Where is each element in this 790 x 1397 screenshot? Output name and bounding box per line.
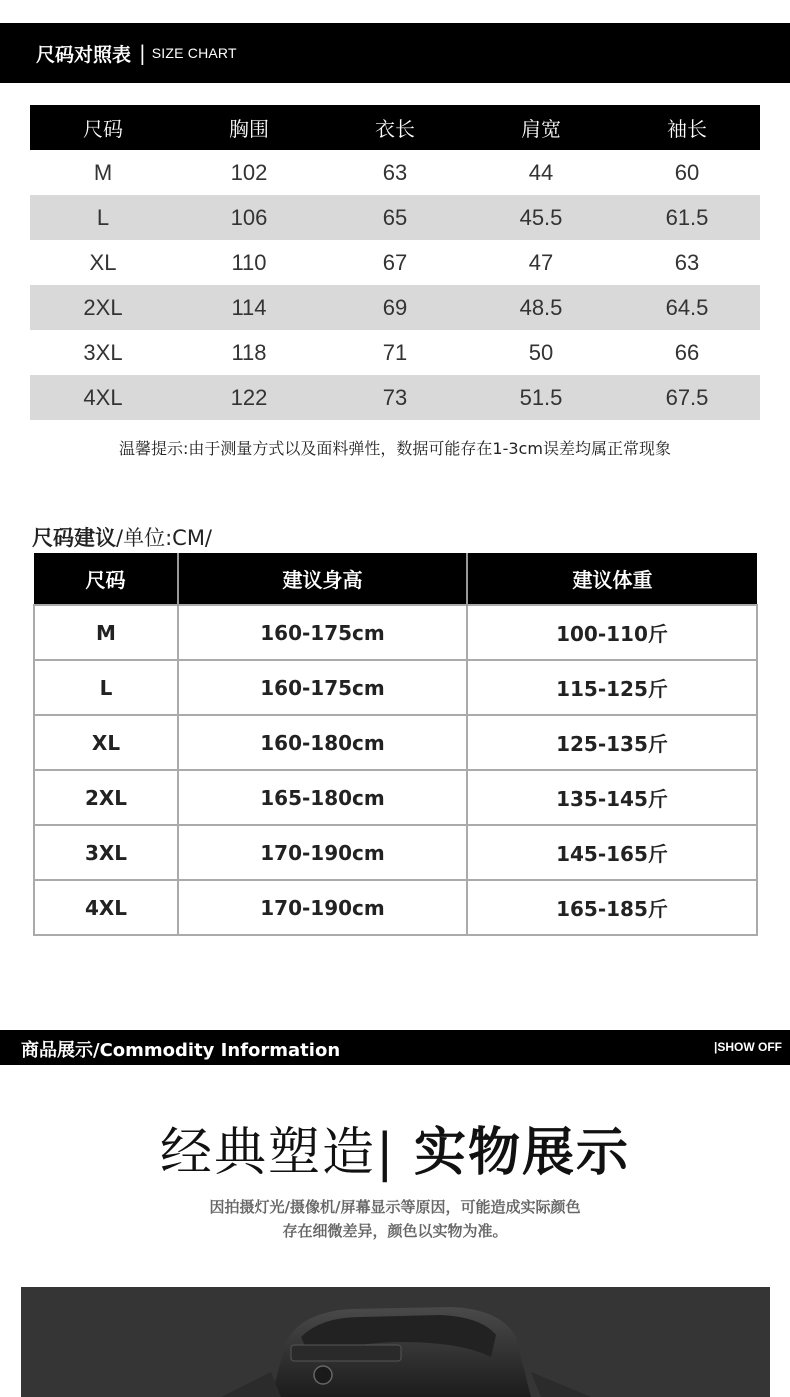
- table-cell: XL: [34, 715, 178, 770]
- table-cell: 51.5: [468, 375, 614, 420]
- table-cell: 44: [528, 159, 554, 185]
- table-cell: 2XL: [34, 770, 178, 825]
- size-suggestion-table: [33, 553, 758, 936]
- column-header: 建议身高: [178, 553, 467, 605]
- size-chart-title-en: SIZE CHART: [151, 45, 237, 61]
- table-cell: 64.5: [614, 285, 760, 330]
- table-cell: 145-165斤: [467, 825, 757, 880]
- size-chart-header: [0, 23, 790, 83]
- table-cell: 110: [231, 249, 267, 275]
- column-header: 胸围: [176, 105, 322, 150]
- table-row: [34, 715, 757, 770]
- column-header: 尺码: [34, 553, 178, 605]
- table-cell: 48.5: [468, 285, 614, 330]
- column-header: 建议体重: [467, 553, 757, 605]
- table-row: [30, 330, 760, 375]
- table-cell: 65: [322, 195, 468, 240]
- commodity-header: [0, 1030, 790, 1065]
- table-cell: 170-190cm: [178, 880, 467, 935]
- color-note-line-1: 因拍摄灯光/摄像机/屏幕显示等原因，可能造成实际颜色: [209, 1198, 581, 1216]
- table-cell: 100-110斤: [467, 605, 757, 660]
- column-header: 袖长: [614, 105, 760, 150]
- table-cell: 4XL: [30, 375, 176, 420]
- table-cell: 60: [674, 159, 700, 185]
- size-suggestion-unit: /单位:CM/: [116, 526, 213, 550]
- table-cell: 63: [382, 159, 408, 185]
- table-cell: 160-180cm: [178, 715, 467, 770]
- table-cell: 135-145斤: [467, 770, 757, 825]
- column-header: 衣长: [322, 105, 468, 150]
- table-row: [34, 605, 757, 660]
- table-cell: 47: [528, 249, 554, 275]
- table-cell: 61.5: [614, 195, 760, 240]
- table-cell: XL: [89, 249, 117, 275]
- table-cell: 122: [176, 375, 322, 420]
- table-cell: 50: [528, 339, 554, 365]
- table-cell: M: [93, 159, 113, 185]
- display-title-right: 实物展示: [414, 1123, 631, 1183]
- table-row: [34, 880, 757, 935]
- product-photo: [21, 1287, 770, 1397]
- table-cell: L: [34, 660, 178, 715]
- table-cell: 165-185斤: [467, 880, 757, 935]
- table-cell: 69: [322, 285, 468, 330]
- table-row: [30, 240, 760, 285]
- table-row: [30, 375, 760, 420]
- table-cell: 2XL: [30, 285, 176, 330]
- table-cell: 102: [230, 159, 268, 185]
- color-note-line-2: 存在细微差异，颜色以实物为准。: [282, 1222, 508, 1240]
- table-cell: 170-190cm: [178, 825, 467, 880]
- table-cell: M: [34, 605, 178, 660]
- table-row: [34, 825, 757, 880]
- table-row: [34, 660, 757, 715]
- table-cell: 160-175cm: [178, 660, 467, 715]
- table-cell: 67.5: [614, 375, 760, 420]
- table-cell: 3XL: [83, 339, 123, 365]
- column-header: 尺码: [30, 105, 176, 150]
- table-cell: 106: [176, 195, 322, 240]
- display-title: [0, 1110, 790, 1185]
- size-chart-header-row: [30, 105, 760, 150]
- suggestion-header-row: [34, 553, 757, 605]
- table-cell: 67: [382, 249, 408, 275]
- display-title-left: 经典塑造|: [159, 1123, 396, 1183]
- measurement-tip: 温馨提示:由于测量方式以及面料弹性，数据可能存在1-3cm误差均属正常现象: [119, 439, 671, 458]
- table-cell: 71: [382, 339, 408, 365]
- table-cell: 125-135斤: [467, 715, 757, 770]
- table-row: [30, 195, 760, 240]
- table-cell: 114: [176, 285, 322, 330]
- show-off-label: |SHOW OFF: [713, 1040, 782, 1054]
- table-cell: 73: [322, 375, 468, 420]
- size-suggestion-title: [32, 522, 212, 552]
- table-cell: 4XL: [34, 880, 178, 935]
- column-header: 肩宽: [468, 105, 614, 150]
- table-cell: 115-125斤: [467, 660, 757, 715]
- table-cell: 165-180cm: [178, 770, 467, 825]
- table-cell: L: [30, 195, 176, 240]
- jacket-collar-image: [21, 1287, 770, 1397]
- table-cell: 63: [674, 249, 700, 275]
- table-cell: 66: [674, 339, 700, 365]
- table-cell: 118: [231, 339, 267, 365]
- table-row: [30, 285, 760, 330]
- size-suggestion-title-main: 尺码建议: [32, 526, 116, 550]
- table-cell: 160-175cm: [178, 605, 467, 660]
- size-chart-table: [30, 105, 760, 420]
- table-cell: 45.5: [468, 195, 614, 240]
- header-separator: |: [139, 41, 146, 65]
- table-cell: 3XL: [34, 825, 178, 880]
- table-row: [30, 150, 760, 195]
- table-row: [34, 770, 757, 825]
- commodity-header-title: 商品展示/Commodity Information: [21, 1040, 341, 1061]
- size-chart-title-cn: 尺码对照表: [36, 43, 132, 66]
